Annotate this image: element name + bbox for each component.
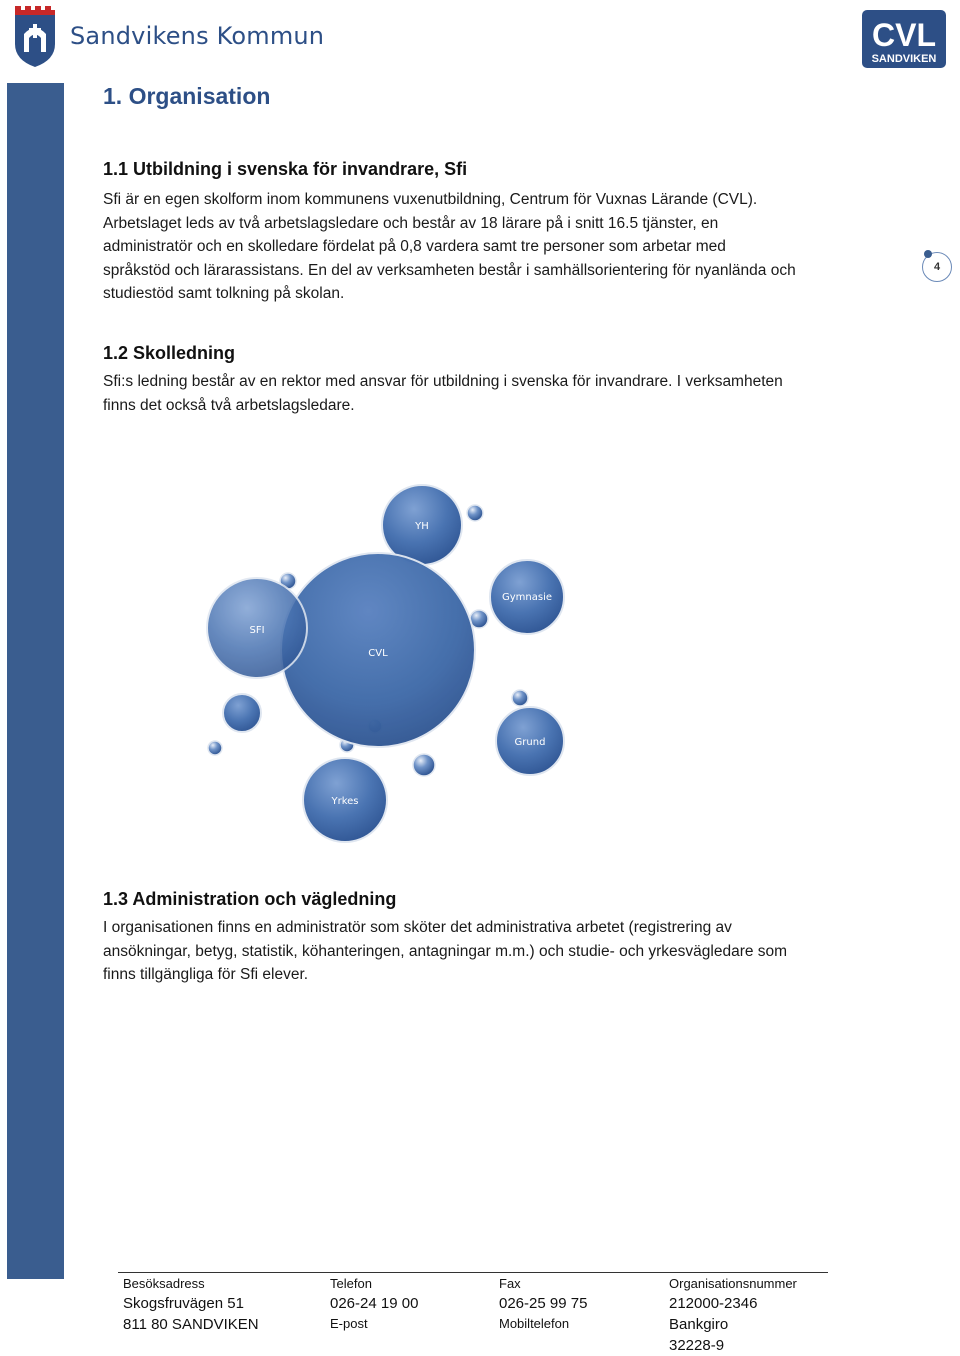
paragraph-line: Sfi:s ledning består av en rektor med ansvar för utbildning i svenska för invandrare. I verksamheten	[103, 373, 783, 390]
bubble-label-grund: Grund	[514, 737, 546, 748]
paragraph-administration	[103, 916, 893, 987]
footer-label: Fax	[499, 1276, 521, 1291]
footer-value: Skogsfruvägen 51	[123, 1295, 244, 1312]
footer-phone	[330, 1275, 418, 1333]
sandviken-logo	[12, 4, 324, 68]
footer-value: 026-24 19 00	[330, 1295, 419, 1312]
bubble-label-yrkes: Yrkes	[331, 796, 359, 807]
bubble-label-cvl: CVL	[368, 648, 388, 659]
footer-label: Bankgiro	[669, 1316, 729, 1333]
footer-label: Mobiltelefon	[499, 1316, 570, 1331]
footer-value: 212000-2346	[669, 1295, 758, 1312]
paragraph-line: språkstöd och lärarassistans. En del av verksamheten består i samhällsorientering för nyanlända och	[103, 261, 796, 279]
paragraph-line: I organisationen finns en administratör som sköter det administrativa arbetet (registrering av	[103, 919, 732, 936]
bubble-label-sfi: SFI	[249, 625, 265, 636]
paragraph-line: ansökningar, betyg, statistik, köhanteringen, antagningar m.m.) och studie- och yrkesvägledare som	[103, 942, 788, 960]
footer-value: 32228-9	[669, 1337, 725, 1354]
footer-divider	[118, 1272, 828, 1273]
organisation-bubble-diagram	[190, 480, 590, 850]
paragraph-line: administratör och en skolledare fördelat på 0,8 vardera samt tre personer som arbetar med	[103, 238, 726, 255]
paragraph-line: Arbetslaget leds av två arbetslagsledare och består av 18 lärare på i snitt 16.5 tjänster, en	[103, 214, 719, 232]
footer-value: 811 80 SANDVIKEN	[123, 1316, 259, 1333]
section-heading-skolledning: 1.2 Skolledning	[103, 343, 236, 363]
section-heading-sfi: 1.1 Utbildning i svenska för invandrare, Sfi	[103, 159, 468, 179]
bubble-label-gymnasie: Gymnasie	[501, 592, 553, 603]
cvl-logo-subtext: SANDVIKEN	[871, 53, 937, 65]
cvl-logo-text: CVL	[872, 17, 936, 53]
page-badge-dot	[924, 250, 932, 258]
bubble-label-yh: YH	[415, 521, 429, 532]
small-bubble-icon	[223, 694, 261, 732]
footer-label: Besöksadress	[123, 1276, 205, 1291]
section-heading-administration: 1.3 Administration och vägledning	[103, 889, 397, 909]
footer-label: Organisationsnummer	[669, 1276, 797, 1291]
left-sidebar-band	[7, 83, 64, 1279]
cvl-logo	[862, 10, 946, 68]
municipality-crest-icon	[12, 4, 58, 68]
paragraph-sfi	[103, 188, 893, 306]
footer-value: 026-25 99 75	[499, 1295, 588, 1312]
footer-fax	[499, 1275, 587, 1333]
municipality-name: Sandvikens Kommun	[70, 22, 325, 50]
page-number-badge: 4	[922, 252, 952, 282]
paragraph-line: Sfi är en egen skolform inom kommunens vuxenutbildning, Centrum för Vuxnas Lärande (CVL).	[103, 191, 758, 208]
paragraph-skolledning	[103, 370, 893, 417]
section-heading-organisation: 1. Organisation	[103, 83, 271, 109]
small-bubble-icon	[208, 741, 222, 755]
footer-label: Telefon	[330, 1276, 372, 1291]
footer-organisation	[669, 1275, 797, 1356]
footer-visit-address	[123, 1275, 259, 1335]
small-bubble-icon	[512, 690, 528, 706]
small-bubble-icon	[413, 754, 435, 776]
paragraph-line: finns tillgängliga för Sfi elever.	[103, 966, 309, 983]
small-bubble-icon	[467, 505, 483, 521]
paragraph-line: finns det också två arbetslagsledare.	[103, 396, 355, 414]
footer-label: E-post	[330, 1316, 368, 1331]
paragraph-line: studiestöd samt tolkning på skolan.	[103, 285, 345, 302]
